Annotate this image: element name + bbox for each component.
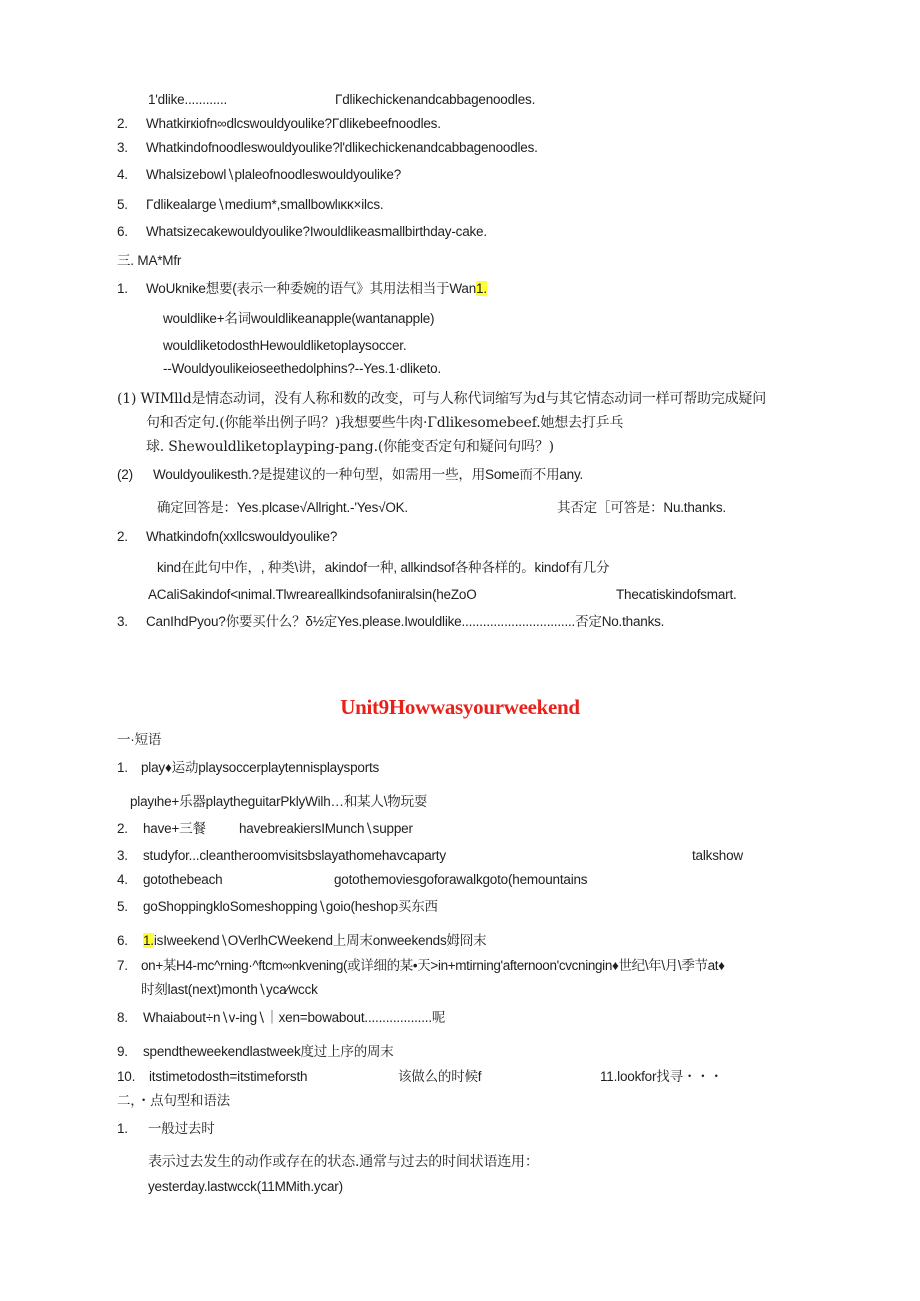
phrase-7-line2: 时刻last(next)month∖yca∕wcck <box>141 982 318 997</box>
grammar-point-3: CanIhdPyou?你要买什么？δ½定Yes.please.Iwouldlike................................否定No.thanks. <box>146 614 665 629</box>
section-heading-1: 一·短语 <box>117 732 162 747</box>
phrase-3b: talkshow <box>692 848 743 863</box>
answer-negative: 其否定［可答是：Nu.thanks. <box>557 500 726 515</box>
grammar-topic: 一般过去时 <box>148 1121 215 1136</box>
phrase-6-text: isIweekend∖OVerlhCWeekend上周末onweekends姆冏末 <box>153 933 487 948</box>
sentence-6: Whatsizecakewouldyoulike?Iwouldlikeasmallbirthday-cake. <box>146 224 487 239</box>
section-heading-3: 三. MA*Mfr <box>117 253 182 268</box>
list-number: 6. <box>117 933 128 948</box>
list-number: 4. <box>117 872 128 887</box>
phrase-6 <box>143 932 486 950</box>
sentence-2: Whatkirкiofn∞dlcswouldyoulike?Γdlikebeefnoodles. <box>146 116 441 131</box>
sentence-3: Whatkindofnoodleswouldyoulike?l'dlikechickenandcabbagenoodles. <box>146 140 538 155</box>
phrase-1-example: playιhe+乐器playtheguitarPklyWilh…和某人\物玩耍 <box>130 794 428 809</box>
list-number: 10. <box>117 1069 136 1084</box>
phrase-10b: 该做么的时候f <box>398 1069 482 1084</box>
list-number: 5. <box>117 197 128 212</box>
highlighted-text: 1. <box>476 281 487 296</box>
sentence-1b: Γdlikechickenandcabbagenoodles. <box>335 92 536 107</box>
sentence-5: Γdlikealarge∖medium*,smallbowlικκ×ilcs. <box>146 197 384 212</box>
phrase-2b: havebreakiersIMunch∖supper <box>239 821 413 836</box>
phrase-2a: have+三餐 <box>143 821 206 836</box>
list-number: 7. <box>117 958 128 973</box>
grammar-example: ACaliSakindof<ιnimal.Tlwreareallkindsofaniιralsin(heZoO <box>148 587 477 602</box>
list-number: 2. <box>117 821 128 836</box>
grammar-point-2: Whatkindofn(xxllcswouldyoulike? <box>146 529 338 544</box>
section-heading-2: 二，・点句型和语法 <box>117 1093 230 1108</box>
list-number: 5. <box>117 899 128 914</box>
answer-affirmative: 确定回答是：Yes.plcase√Allright.-'Yes√OK. <box>157 500 408 515</box>
grammar-explanation: 表示过去发生的动作或存在的状态.通常与过去的时间状语连用： <box>148 1154 539 1170</box>
list-number: 9. <box>117 1044 128 1059</box>
paragraph-line: 球. Shewouldliketoplayping-pang.(你能变否定句和疑问句吗？) <box>146 439 554 455</box>
grammar-example: wouldlike+名词wouldlikeanapple(wantanapple) <box>163 311 435 326</box>
list-number: 3. <box>117 614 128 629</box>
paragraph-line: Wouldyoulikesth.?是提建议的一种句型，如需用一些，用Some而不用any. <box>153 467 584 482</box>
grammar-example: Thecatiskindofsmart. <box>616 587 737 602</box>
list-number: 4. <box>117 167 128 182</box>
list-number: 3. <box>117 848 128 863</box>
phrase-9: spendtheweekendlastweek度过上序的周末 <box>143 1044 394 1059</box>
phrase-4b: gotothemoviesgoforawalkgoto(hemountains <box>334 872 588 887</box>
list-number: 2. <box>117 116 128 131</box>
sentence-4: Whalsizebowl∖plaleofnoodleswouldyoulike? <box>146 167 401 182</box>
list-number: 1. <box>117 281 128 296</box>
paragraph-line: (1) WIMlld是情态动词，没有人称和数的改变，可与人称代词缩写为d与其它情态动词一样可帮助完成疑问 <box>117 391 767 407</box>
list-number: 3. <box>117 140 128 155</box>
phrase-8: Whaiabout÷n∖v-ing∖｜xen=bowabout...................呢 <box>143 1010 446 1025</box>
phrase-5: goShoppingkloSomeshopping∖goio(heshop买东西 <box>143 899 438 914</box>
phrase-4a: gotothebeach <box>143 872 223 887</box>
grammar-example: kind在此句中作，, 种类\讲，akindof一种, allkindsof各种各样的。kindof有几分 <box>157 560 610 575</box>
phrase-10a: itstimetodosth=itstimeforsth <box>149 1069 308 1084</box>
unit-title: Unit9Howwasyourweekend <box>340 695 580 719</box>
list-number: (2) <box>117 467 133 482</box>
grammar-point-1-text: WoUknike想要(表示一种委婉的语气》其用法相当于Wan <box>146 281 477 296</box>
phrase-11: 11.lookfor找寻・・・ <box>600 1069 723 1084</box>
list-number: 6. <box>117 224 128 239</box>
sentence-1a: 1'dlike............ <box>148 92 228 107</box>
phrase-3a: studyfor...cleantheroomvisitsbslayathomehavcaparty <box>143 848 446 863</box>
highlighted-text: 1. <box>143 933 154 948</box>
list-number: 2. <box>117 529 128 544</box>
list-number: 8. <box>117 1010 128 1025</box>
paragraph-line: 句和否定句.(你能举出例子吗？)我想要些牛肉·Γdlikesomebeef.她想去打乒乓 <box>146 415 624 431</box>
list-number: 1. <box>117 760 128 775</box>
grammar-point-1 <box>146 280 487 298</box>
phrase-7-line1: on+某H4-mc^rning·^ftcm∞nkvening(或详细的某•天>in+mtirning'afternoon'cvcningin♦世纪\年\月\季节at♦ <box>141 958 725 973</box>
grammar-example: --Wouldyoulikeioseethedolphins?--Yes.1·dliketo. <box>163 361 442 376</box>
grammar-example: wouldliketodosthHewouldliketoplaysoccer. <box>163 338 407 353</box>
phrase-1: play♦运动playsoccerplaytennisplaysports <box>141 760 380 775</box>
grammar-example: yesterday.lastwcck(11MMith.ycar) <box>148 1179 343 1194</box>
list-number: 1. <box>117 1121 128 1136</box>
